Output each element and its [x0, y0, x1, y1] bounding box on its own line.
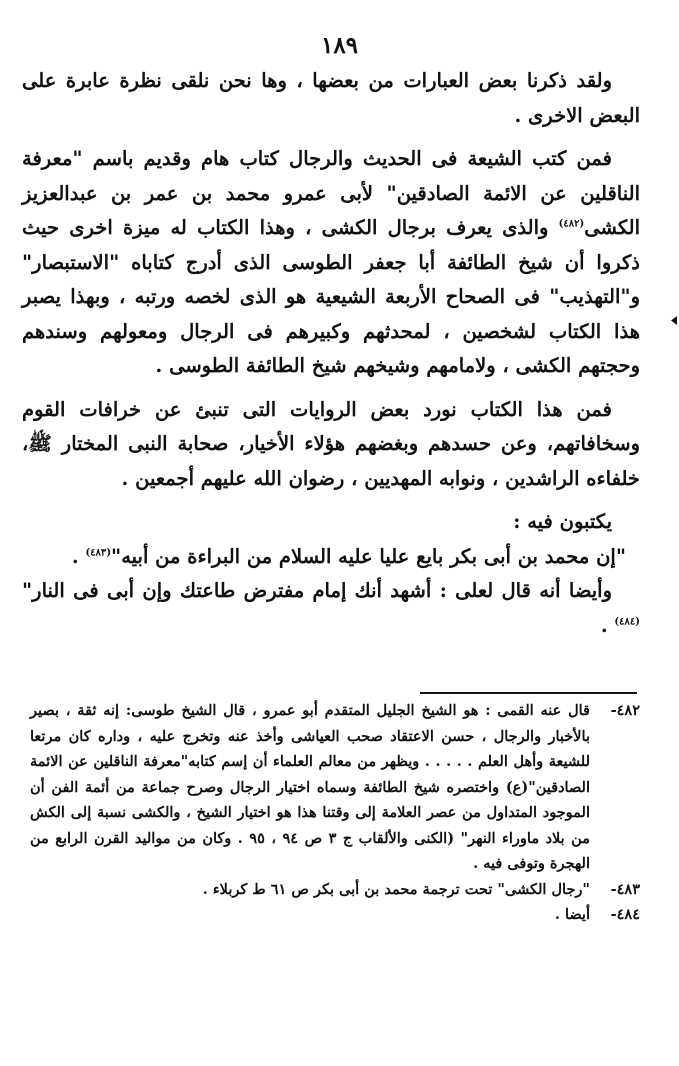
quote-second-end: . [600, 613, 615, 637]
paragraph-kashi-book-text-b: والذى يعرف برجال الكشى ، وهذا الكتاب له ميزة اخرى حيث ذكروا أن شيخ الطائفة أبا جعفر الطوسى الذى أدرج كتاباه "الاستبصار" و"التهذيب" فى الصحاح الأربعة الشيعية هو الذى لخصه ورتبه ، وبهذا يصبر هذا الكتاب لشخصين ، لمحدثهم وكبيرهم فى الرجال ومعولهم وسندهم وحجتهم الكشى ، ولامامهم وشيخهم شيخ الطائفة الطوسى . [22, 216, 640, 377]
footnote-483 [30, 877, 640, 903]
footnote-text: قال عنه القمى : هو الشيخ الجليل المتقدم أبو عمرو ، قال الشيخ طوسى: إنه ثقة ، بصير بالأخبار والرجال ، حسن الاعتقاد صحب العياشى وأخذ عنه وتخرج عليه ، وداره كان مرتعا للشيعة وأهل العلم . . . . . ويظهر من معالم العلماء أن إسم كتابه"معرفة الناقلين عن الائمة الصادقين"(ع) واختصره شيخ الطائفة وسماه اختيار الرجال وصرح جماعة من أئمة الفن أن الموجود المتداول من عصر العلامة إلى وقتنا هذا هو اختيار الشيخ ، والكشى نسبة إلى الكش من بلاد ماوراء النهر" (الكنى والألقاب ج ٣ ص ٩٤ ، ٩٥ . وكان من مواليد القرن الرابع من الهجرة وتوفى فيه . [30, 702, 590, 872]
paragraph-kashi-book [22, 142, 640, 384]
paragraph-intro-text: ولقد ذكرنا بعض العبارات من بعضها ، وها نحن نلقى نظرة عابرة على البعض الاخرى . [22, 69, 640, 127]
footnote-ref-482: (٤٨٢) [558, 218, 585, 230]
paragraph-narrations [22, 393, 640, 497]
margin-marker-icon [671, 316, 677, 325]
footnote-divider [420, 692, 637, 694]
paragraph-intro [22, 64, 640, 133]
footnotes-section [30, 698, 640, 928]
footnote-482 [30, 698, 640, 877]
quote-first-text: "إن محمد بن أبى بكر بايع عليا عليه السلام من البراءة من أبيه" [111, 544, 626, 568]
paragraph-narrations-text: فمن هذا الكتاب نورد بعض الروايات التى تنبئ عن خرافات القوم وسخافاتهم، وعن حسدهم وبغضهم هؤلاء الأخيار، صحابة النبى المختار ﷺ، خلفاءه الراشدين ، ونوابه المهديين ، رضوان الله عليهم أجمعين . [22, 397, 640, 490]
footnote-number: ٤٨٣- [610, 880, 640, 898]
quote-first-end: . [71, 544, 86, 568]
quote-second [22, 574, 640, 643]
footnote-text: أيضا . [554, 906, 590, 923]
footnote-ref-483: (٤٨٣) [85, 547, 112, 558]
footnote-number: ٤٨٢- [610, 702, 640, 719]
footnote-number: ٤٨٤- [610, 906, 640, 923]
quote-second-text: وأيضا أنه قال لعلى : أشهد أنك إمام مفترض طاعتك وإن أبى فى النار" [22, 579, 612, 602]
paragraph-they-write-text: يكتبون فيه : [513, 510, 612, 533]
page-number: ١٨٩ [320, 32, 359, 59]
footnote-text: "رجال الكشى" تحت ترجمة محمد بن أبى بكر ص ٦١ ط كربلاء . [202, 880, 590, 898]
quote-first [22, 540, 640, 575]
footnote-484 [30, 902, 640, 928]
main-text [22, 64, 640, 643]
paragraph-they-write [22, 505, 640, 540]
footnote-ref-484: (٤٨٤) [614, 616, 640, 627]
paragraph-kashi-book-text-a: فمن كتب الشيعة فى الحديث والرجال كتاب هام وقديم باسم "معرفة الناقلين عن الائمة الصادقين" لأبى عمرو محمد بن عمر بن عبدالعزيز الكشى [22, 147, 640, 239]
